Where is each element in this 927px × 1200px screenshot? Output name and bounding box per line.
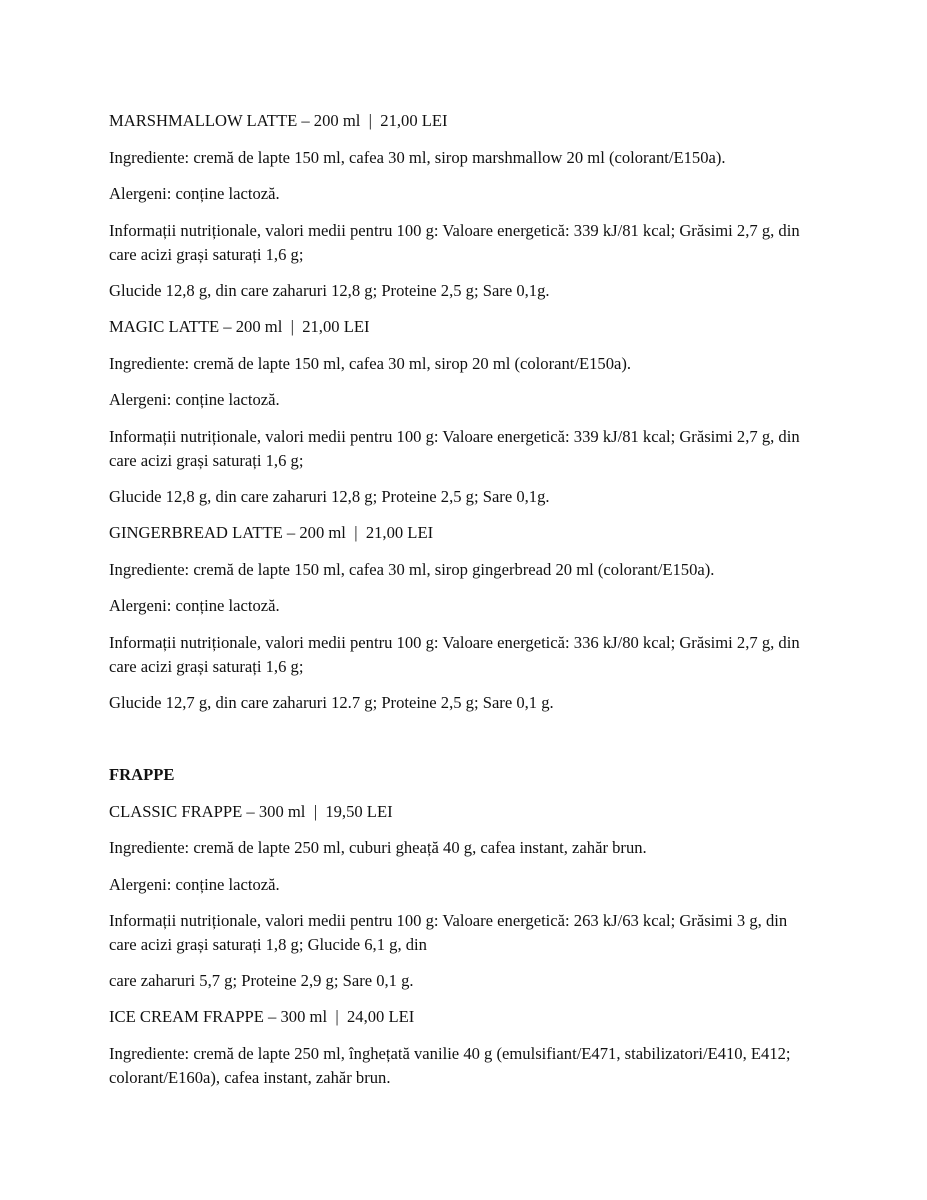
section-heading-frappe: FRAPPE <box>109 765 175 784</box>
nutrition-gingerbread-latte: Informații nutriționale, valori medii pentru 100 g: Valoare energetică: 336 kJ/80 kcal; Grăsimi 2,7 g, din care acizi grași saturați 1,6 g; <box>109 633 804 676</box>
ingredients-gingerbread-latte: Ingrediente: cremă de lapte 150 ml, cafea 30 ml, sirop gingerbread 20 ml (colorant/E150a). <box>109 560 715 579</box>
nutrition-cont-marshmallow-latte: Glucide 12,8 g, din care zaharuri 12,8 g; Proteine 2,5 g; Sare 0,1g. <box>109 281 550 300</box>
product-title-ice-cream-frappe: ICE CREAM FRAPPE – 300 ml | 24,00 LEI <box>109 1007 415 1026</box>
nutrition-marshmallow-latte: Informații nutriționale, valori medii pentru 100 g: Valoare energetică: 339 kJ/81 kcal; Grăsimi 2,7 g, din care acizi grași saturați 1,6 g; <box>109 221 804 264</box>
nutrition-classic-frappe: Informații nutriționale, valori medii pentru 100 g: Valoare energetică: 263 kJ/63 kcal; Grăsimi 3 g, din care acizi grași saturați 1,8 g; Glucide 6,1 g, din <box>109 911 792 954</box>
ingredients-classic-frappe: Ingrediente: cremă de lapte 250 ml, cuburi gheață 40 g, cafea instant, zahăr brun. <box>109 838 647 857</box>
nutrition-cont-gingerbread-latte: Glucide 12,7 g, din care zaharuri 12.7 g; Proteine 2,5 g; Sare 0,1 g. <box>109 693 554 712</box>
product-title-marshmallow-latte: MARSHMALLOW LATTE – 200 ml | 21,00 LEI <box>109 111 448 130</box>
allergens-magic-latte: Alergeni: conține lactoză. <box>109 390 280 409</box>
ingredients-ice-cream-frappe: Ingrediente: cremă de lapte 250 ml, înghețată vanilie 40 g (emulsifiant/E471, stabilizatori/E410, E412; colorant/E160a), cafea instant, zahăr brun. <box>109 1044 795 1087</box>
nutrition-cont-classic-frappe: care zaharuri 5,7 g; Proteine 2,9 g; Sare 0,1 g. <box>109 971 414 990</box>
product-title-gingerbread-latte: GINGERBREAD LATTE – 200 ml | 21,00 LEI <box>109 523 434 542</box>
ingredients-magic-latte: Ingrediente: cremă de lapte 150 ml, cafea 30 ml, sirop 20 ml (colorant/E150a). <box>109 354 632 373</box>
allergens-gingerbread-latte: Alergeni: conține lactoză. <box>109 596 280 615</box>
ingredients-marshmallow-latte: Ingrediente: cremă de lapte 150 ml, cafea 30 ml, sirop marshmallow 20 ml (colorant/E150a). <box>109 148 726 167</box>
nutrition-magic-latte: Informații nutriționale, valori medii pentru 100 g: Valoare energetică: 339 kJ/81 kcal; Grăsimi 2,7 g, din care acizi grași saturați 1,6 g; <box>109 427 804 470</box>
product-title-classic-frappe: CLASSIC FRAPPE – 300 ml | 19,50 LEI <box>109 802 393 821</box>
nutrition-cont-magic-latte: Glucide 12,8 g, din care zaharuri 12,8 g; Proteine 2,5 g; Sare 0,1g. <box>109 487 550 506</box>
allergens-classic-frappe: Alergeni: conține lactoză. <box>109 875 280 894</box>
product-title-magic-latte: MAGIC LATTE – 200 ml | 21,00 LEI <box>109 317 370 336</box>
allergens-marshmallow-latte: Alergeni: conține lactoză. <box>109 184 280 203</box>
